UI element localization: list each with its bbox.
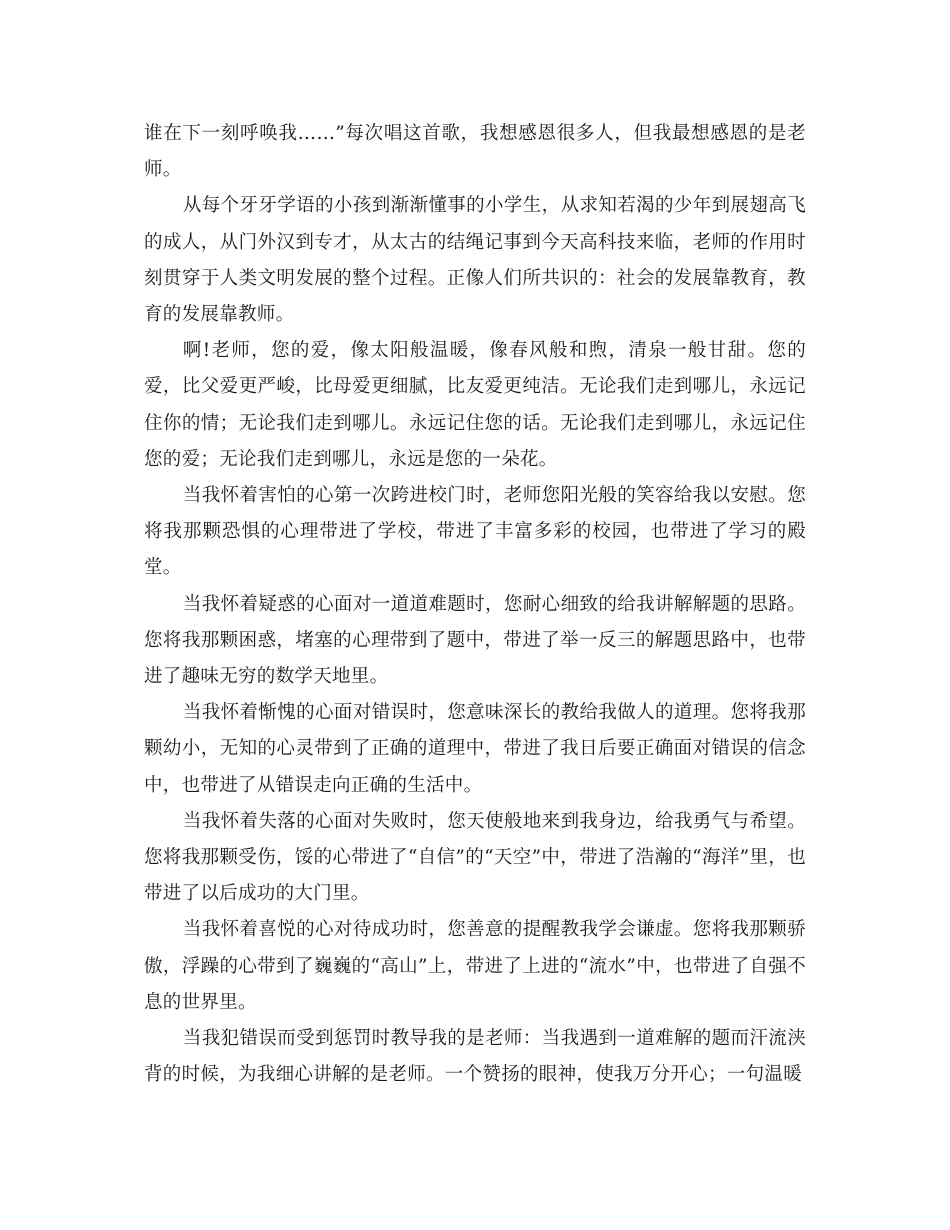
paragraph-7: 当我怀着失落的心面对失败时，您天使般地来到我身边，给我勇气与希望。您将我那颗受伤，馁的心带进了“自信”的“天空”中，带进了浩瀚的“海洋”里，也带进了以后成功的大门里。 (144, 810, 806, 905)
paragraph-4: 当我怀着害怕的心第一次跨进校门时，老师您阳光般的笑容给我以安慰。您将我那颗恐惧的心理带进了学校，带进了丰富多彩的校园，也带进了学习的殿堂。 (144, 485, 806, 579)
paragraph-1: 谁在下一刻呼唤我……”每次唱这首歌，我想感恩很多人，但我最想感恩的是老师。 (144, 123, 806, 181)
paragraph-2: 从每个牙牙学语的小孩到渐渐懂事的小学生，从求知若渴的少年到展翅高飞的成人，从门外汉到专才，从太古的结绳记事到今天高科技来临，老师的作用时刻贯穿于人类文明发展的整个过程。正像人们所共识的：社会的发展靠教育，教育的发展靠教师。 (144, 195, 806, 326)
paragraph-8: 当我怀着喜悦的心对待成功时，您善意的提醒教我学会谦虚。您将我那颗骄傲，浮躁的心带到了巍巍的“高山”上，带进了上进的“流水”中，也带进了自强不息的世界里。 (144, 919, 806, 1013)
paragraph-9: 当我犯错误而受到惩罚时教导我的是老师：当我遇到一道难解的题而汗流浃背的时候，为我细心讲解的是老师。一个赞扬的眼神，使我万分开心；一句温暖 (144, 1028, 806, 1086)
paragraph-6: 当我怀着惭愧的心面对错误时，您意味深长的教给我做人的道理。您将我那颗幼小，无知的心灵带到了正确的道理中，带进了我日后要正确面对错误的信念中，也带进了从错误走向正确的生活中。 (144, 702, 806, 796)
paragraph-5: 当我怀着疑惑的心面对一道道难题时，您耐心细致的给我讲解解题的思路。您将我那颗困惑，堵塞的心理带到了题中，带进了举一反三的解题思路中，也带进了趣味无穷的数学天地里。 (144, 593, 806, 688)
paragraph-3: 啊!老师，您的爱，像太阳般温暖，像春风般和煦，清泉一般甘甜。您的爱，比父爱更严峻，比母爱更细腻，比友爱更纯洁。无论我们走到哪儿，永远记住你的情；无论我们走到哪儿。永远记住您的话。无论我们走到哪儿，永远记住您的爱；无论我们走到哪儿，永远是您的一朵花。 (144, 340, 806, 470)
article-body (144, 116, 806, 1093)
